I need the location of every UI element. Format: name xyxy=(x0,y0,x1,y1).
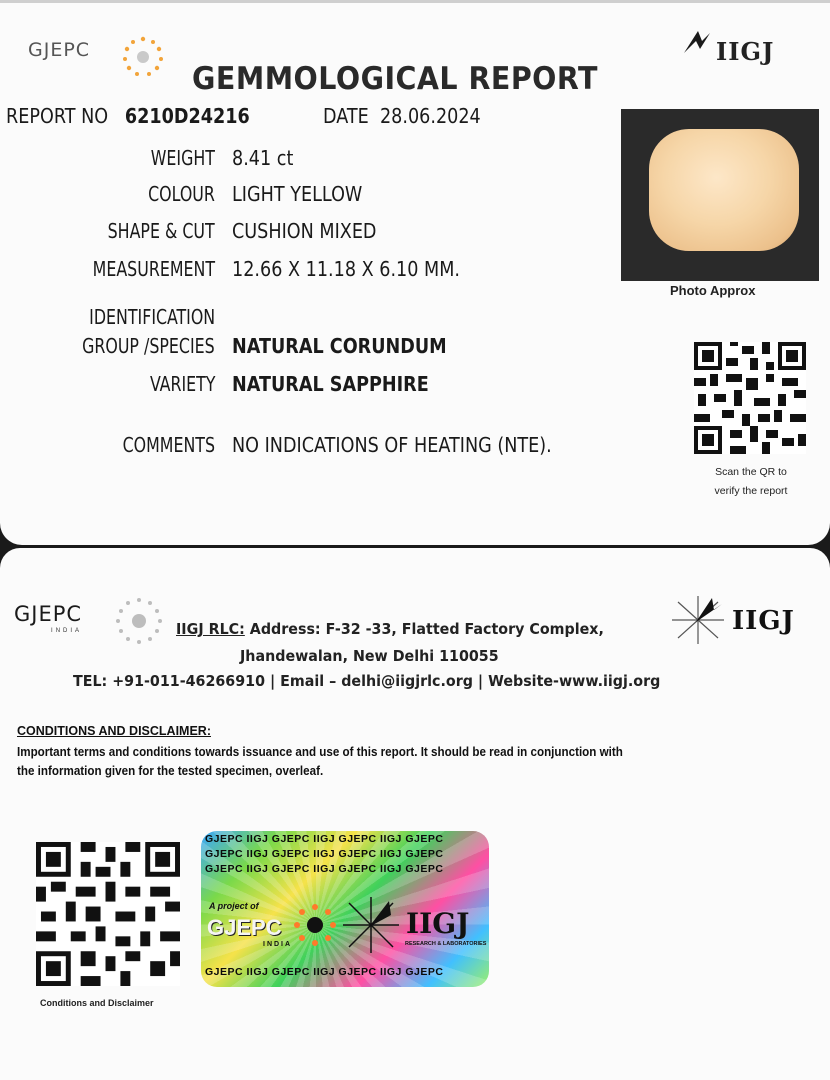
hologram-gjepc-sub: INDIA xyxy=(263,941,293,948)
group-species-label: GROUP /SPECIES xyxy=(82,334,215,358)
measurement-label: MEASUREMENT xyxy=(92,257,215,281)
conditions-qr-code[interactable] xyxy=(36,842,180,986)
address-label: IIGJ RLC: xyxy=(176,620,245,638)
gjepc-logo-text: GJEPC xyxy=(28,39,91,61)
variety-label: VARIETY xyxy=(149,372,215,396)
date-row xyxy=(323,104,481,128)
conditions-text xyxy=(17,743,761,781)
comments-label: COMMENTS xyxy=(122,433,215,457)
iigj-logo-back-text: IIGJ xyxy=(732,606,795,636)
weight-label: WEIGHT xyxy=(150,146,215,170)
hologram-row-3: GJEPC IIGJ GJEPC IIGJ GJEPC IIGJ GJEPC xyxy=(205,863,444,875)
date-label: DATE xyxy=(323,104,369,128)
date-value: 28.06.2024 xyxy=(379,104,481,128)
qr-caption-line2: verify the report xyxy=(714,485,788,497)
group-species-value: NATURAL CORUNDUM xyxy=(232,334,447,358)
hologram-row-2: GJEPC IIGJ GJEPC IIGJ GJEPC IIGJ GJEPC xyxy=(205,848,444,860)
verify-qr-code[interactable] xyxy=(694,342,806,454)
sun-emblem-back-icon xyxy=(114,596,164,646)
weight-value: 8.41 ct xyxy=(232,146,294,170)
gjepc-logo-back-sub: INDIA xyxy=(51,628,83,634)
shape-cut-value: CUSHION MIXED xyxy=(232,219,377,243)
conditions-line1: Important terms and conditions towards issuance and use of this report. It should be read in conjunction with xyxy=(17,745,623,759)
measurement-value: 12.66 X 11.18 X 6.10 MM. xyxy=(232,257,461,281)
conditions-qr-caption: Conditions and Disclaimer xyxy=(40,998,154,1008)
address-line2: Jhandewalan, New Delhi 110055 xyxy=(240,647,499,665)
iigj-arrow-icon xyxy=(680,27,714,57)
hologram-sun-icon xyxy=(293,903,337,947)
gjepc-logo-back-text: GJEPC xyxy=(14,602,83,626)
hologram-iigj-sub: RESEARCH & LABORATORIES xyxy=(405,941,487,947)
qr-caption-line1: Scan the QR to xyxy=(715,466,787,478)
hologram-project-label: A project of xyxy=(209,901,259,911)
hologram-gjepc: GJEPC xyxy=(207,915,282,940)
gjepc-logo-back xyxy=(14,604,82,634)
hologram-burst-icon xyxy=(341,895,401,955)
report-title: GEMMOLOGICAL REPORT xyxy=(192,61,598,97)
report-back-card xyxy=(0,548,830,1080)
gem-photo xyxy=(621,109,819,281)
hologram-iigj: IIGJ xyxy=(406,907,470,940)
gjepc-logo xyxy=(28,39,90,61)
contact-line: TEL: +91-011-46266910 | Email – delhi@iigjrlc.org | Website-www.iigj.org xyxy=(73,672,661,690)
address-line1 xyxy=(176,620,604,638)
address-text: Address: F-32 -33, Flatted Factory Complex, xyxy=(249,620,604,638)
report-no-value: 6210D24216 xyxy=(124,104,250,128)
variety-value: NATURAL SAPPHIRE xyxy=(232,372,429,396)
iigj-burst-icon xyxy=(668,592,728,648)
conditions-title: CONDITIONS AND DISCLAIMER: xyxy=(17,724,211,738)
colour-value: LIGHT YELLOW xyxy=(232,182,363,206)
report-number-row xyxy=(6,104,250,128)
hologram-row-1: GJEPC IIGJ GJEPC IIGJ GJEPC IIGJ GJEPC xyxy=(205,833,444,845)
shape-cut-label: SHAPE & CUT xyxy=(107,219,215,243)
identification-label: IDENTIFICATION xyxy=(89,305,215,329)
qr-caption xyxy=(692,463,810,501)
report-no-label: REPORT NO xyxy=(6,104,109,128)
comments-value: NO INDICATIONS OF HEATING (NTE). xyxy=(232,433,552,457)
hologram-row-4: GJEPC IIGJ GJEPC IIGJ GJEPC IIGJ GJEPC xyxy=(205,966,444,978)
hologram-sticker xyxy=(201,831,489,987)
photo-caption: Photo Approx xyxy=(670,283,756,298)
colour-label: COLOUR xyxy=(148,182,215,206)
gemstone-image xyxy=(649,129,799,251)
conditions-line2: the information given for the tested specimen, overleaf. xyxy=(17,764,324,778)
iigj-logo-text: IIGJ xyxy=(716,37,775,66)
